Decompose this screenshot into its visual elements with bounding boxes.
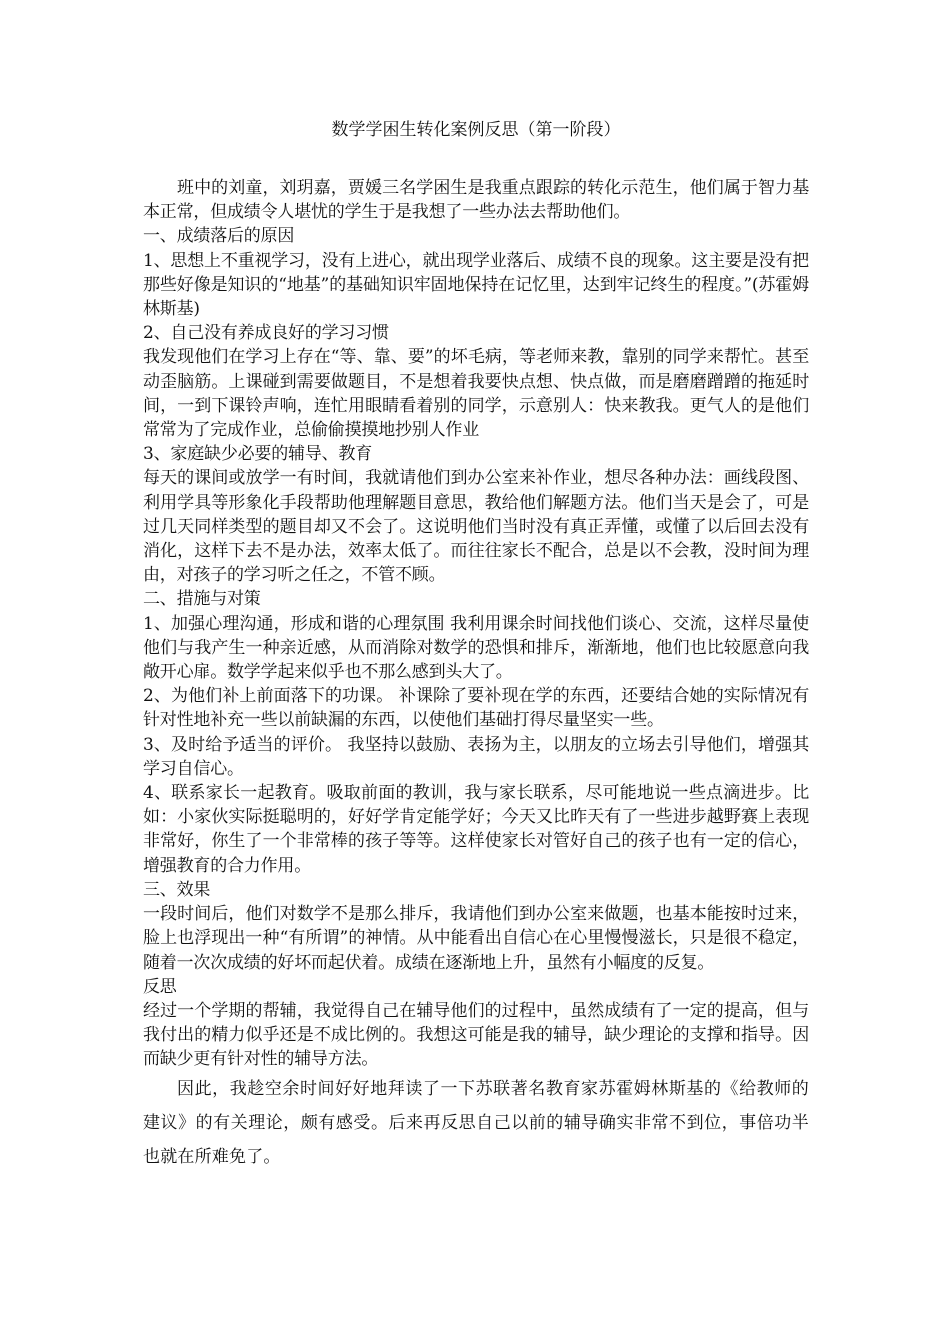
measure-item-1: 1、加强心理沟通，形成和谐的心理氛围 我利用课余时间找他们谈心、交流，这样尽量使他们与我产生一种亲近感，从而消除对数学的恐惧和排斥，渐渐地，他们也比较愿意向我敞开心扉。数学学起来似乎也不那么感到头大了。 bbox=[143, 613, 809, 683]
measure-item-2: 2、为他们补上前面落下的功课。 补课除了要补现在学的东西，还要结合她的实际情况有针对性地补充一些以前缺漏的东西，以使他们基础打得尽量坚实一些。 bbox=[143, 686, 809, 731]
document-page bbox=[143, 118, 809, 1174]
reflection-heading: 反思 bbox=[143, 976, 177, 997]
intro-paragraph: 班中的刘童，刘玥嘉，贾媛三名学困生是我重点跟踪的转化示范生，他们属于智力基本正常，但成绩令人堪忧的学生于是我想了一些办法去帮助他们。 bbox=[143, 178, 809, 223]
measure-item-4: 4、联系家长一起教育。吸取前面的教训，我与家长联系，尽可能地说一些点滴进步。比如：小家伙实际挺聪明的，好好学肯定能学好；今天又比昨天有了一些进步越野赛上表现非常好，你生了一个非常棒的孩子等等。这样使家长对管好自己的孩子也有一定的信心，增强教育的合力作用。 bbox=[143, 783, 809, 876]
document-title: 数学学困生转化案例反思（第一阶段） bbox=[331, 120, 621, 140]
cause-item-3-body: 每天的课间或放学一有时间，我就请他们到办公室来补作业，想尽各种办法：画线段图、利用学具等形象化手段帮助他理解题目意思，教给他们解题方法。他们当天是会了，可是过几天同样类型的题目却又不会了。这说明他们当时没有真正弄懂，或懂了以后回去没有消化，这样下去不是办法，效率太低了。而往往家长不配合，总是以不会教，没时间为理由，对孩子的学习听之任之，不管不顾。 bbox=[143, 468, 809, 586]
cause-item-1: 1、思想上不重视学习，没有上进心，就出现学业落后、成绩不良的现象。这主要是没有把那些好像是知识的“地基”的基础知识牢固地保持在记忆里，达到牢记终生的程度。”(苏霍姆林斯基) bbox=[143, 250, 809, 320]
section-heading-measures: 二、措施与对策 bbox=[143, 589, 261, 610]
cause-item-2-heading: 2、自己没有养成良好的学习习惯 bbox=[143, 323, 389, 344]
cause-item-3-heading: 3、家庭缺少必要的辅导、教育 bbox=[143, 444, 373, 465]
cause-item-2-body: 我发现他们在学习上存在“等、靠、要”的坏毛病，等老师来教，靠别的同学来帮忙。甚至动歪脑筋。上课碰到需要做题目，不是想着我要快点想、快点做，而是磨磨蹭蹭的拖延时间，一到下课铃声响，连忙用眼睛看着别的同学，示意别人：快来教我。更气人的是他们常常为了完成作业，总偷偷摸摸地抄别人作业 bbox=[143, 347, 809, 441]
reflection-body: 经过一个学期的帮辅，我觉得自己在辅导他们的过程中，虽然成绩有了一定的提高，但与我付出的精力似乎还是不成比例的。我想这可能是我的辅导，缺少理论的支撑和指导。因而缺少更有针对性的辅导方法。 bbox=[143, 1000, 809, 1070]
closing-paragraph: 因此，我趁空余时间好好地拜读了一下苏联著名教育家苏霍姆林斯基的《给教师的建议》的有关理论，颇有感受。后来再反思自己以前的辅导确实非常不到位，事倍功半也就在所难免了。 bbox=[143, 1078, 809, 1167]
results-body: 一段时间后，他们对数学不是那么排斥，我请他们到办公室来做题，也基本能按时过来，脸上也浮现出一种“有所谓”的神情。从中能看出自信心在心里慢慢滋长，只是很不稳定，随着一次次成绩的好坏而起伏着。成绩在逐渐地上升，虽然有小幅度的反复。 bbox=[143, 904, 809, 973]
measure-item-3: 3、及时给予适当的评价。 我坚持以鼓励、表扬为主，以朋友的立场去引导他们，增强其学习自信心。 bbox=[143, 734, 809, 779]
section-heading-results: 三、效果 bbox=[143, 879, 211, 900]
section-heading-causes: 一、成绩落后的原因 bbox=[143, 226, 295, 247]
